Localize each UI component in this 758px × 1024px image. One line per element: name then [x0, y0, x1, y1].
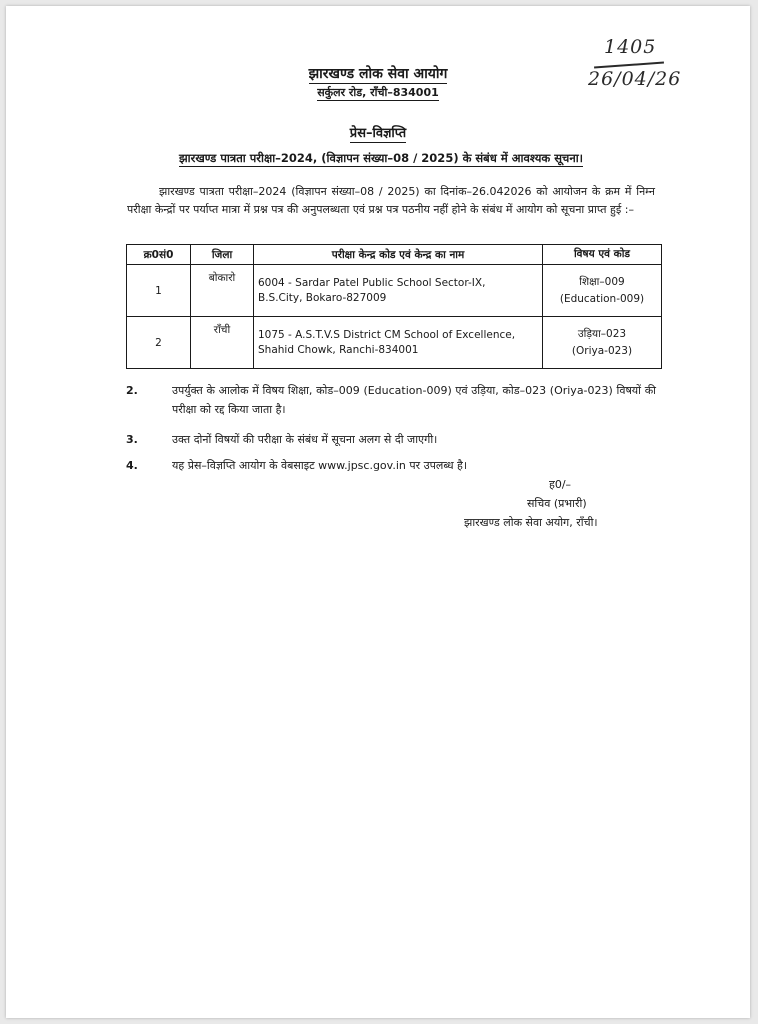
- subject-line-1: उड़िया–023: [577, 327, 627, 340]
- col-header-sn: क्र0सं0: [127, 245, 191, 265]
- org-name: झारखण्ड लोक सेवा आयोग: [308, 66, 448, 82]
- center-line-1: 1075 - A.S.T.V.S District CM School of Excellence,: [258, 328, 516, 341]
- table-header-row: [127, 245, 662, 265]
- signature-title: सचिव (प्रभारी): [527, 497, 587, 510]
- intro-paragraph: झारखण्ड पात्रता परीक्षा–2024 (विज्ञापन संख्या–08 / 2025) का दिनांक–26.042026 को आयोजन के क्रम में निम्न परीक्षा केन्द्रों पर पर्याप्त मात्रा में प्रश्न पत्र की अनुपलब्धता एवं प्रश्न पत्र पठनीय नहीं होने के संबंध में आयोग को सूचना प्राप्त हुई :–: [127, 185, 655, 216]
- handwritten-number: 1405: [604, 36, 657, 58]
- col-header-center: परीक्षा केन्द्र कोड एवं केन्द्र का नाम: [254, 245, 543, 265]
- table-row: [127, 317, 662, 369]
- cell-district: बोकारो: [191, 265, 254, 317]
- point-text: उक्त दोनों विषयों की परीक्षा के संबंध में सूचना अलग से दी जाएगी।: [172, 433, 438, 446]
- col-header-district: जिला: [191, 245, 254, 265]
- point-text: उपर्युक्त के आलोक में विषय शिक्षा, कोड–009 (Education-009) एवं उड़िया, कोड–023 (Oriya-023) विषयों की परीक्षा को रद्द किया जाता है।: [172, 384, 656, 416]
- center-line-2: B.S.City, Bokaro-827009: [258, 291, 387, 304]
- table-row: [127, 265, 662, 317]
- point-2: [126, 381, 656, 419]
- cell-sn: 1: [127, 265, 191, 317]
- press-release-title: प्रेस–विज्ञप्ति: [349, 126, 407, 141]
- signature-sd: ह0/–: [549, 478, 572, 491]
- cell-subject: [543, 265, 662, 317]
- point-number: 4.: [126, 459, 138, 472]
- point-4: [126, 456, 656, 475]
- cell-subject: [543, 317, 662, 369]
- cell-district: राँची: [191, 317, 254, 369]
- subject-line-2: (Education-009): [559, 292, 645, 305]
- point-text: यह प्रेस–विज्ञप्ति आयोग के वेबसाइट www.jpsc.gov.in पर उपलब्ध है।: [172, 459, 468, 472]
- point-number: 3.: [126, 433, 138, 446]
- center-line-1: 6004 - Sardar Patel Public School Sector-IX,: [258, 276, 486, 289]
- handwritten-date: 26/04/26: [588, 68, 682, 90]
- document-page: [6, 6, 750, 1018]
- subject-line: झारखण्ड पात्रता परीक्षा–2024, (विज्ञापन संख्या–08 / 2025) के संबंध में आवश्यक सूचना।: [178, 151, 584, 165]
- center-line-2: Shahid Chowk, Ranchi-834001: [258, 343, 419, 356]
- point-number: 2.: [126, 384, 138, 397]
- cell-center: [254, 317, 543, 369]
- subject-line-1: शिक्षा–009: [579, 275, 625, 288]
- signature-org: झारखण्ड लोक सेवा अयोग, राँची।: [464, 516, 598, 529]
- cell-center: [254, 265, 543, 317]
- org-address: सर्कुलर रोड, राँची–834001: [317, 86, 439, 99]
- col-header-subject: विषय एवं कोड: [543, 245, 662, 265]
- cell-sn: 2: [127, 317, 191, 369]
- exam-center-table: [126, 244, 662, 369]
- point-3: [126, 430, 656, 449]
- subject-line-2: (Oriya-023): [571, 344, 633, 357]
